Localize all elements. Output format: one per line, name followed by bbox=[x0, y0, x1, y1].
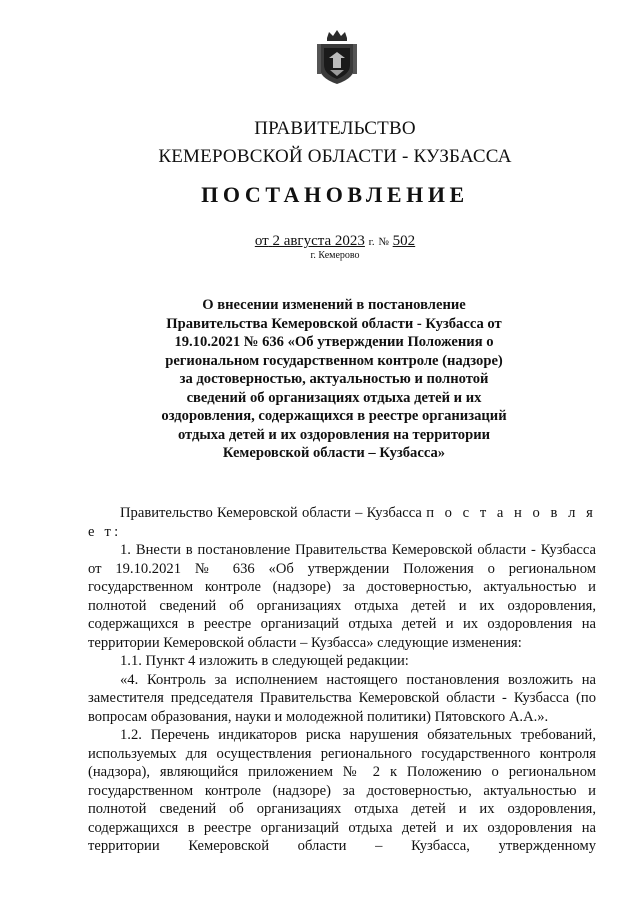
document-number: 502 bbox=[392, 233, 416, 249]
document-body bbox=[88, 504, 596, 856]
document-date: 2 августа 2023 bbox=[272, 233, 365, 249]
heading-line: региональном государственном контроле (надзоре) bbox=[165, 352, 503, 369]
heading-line: 19.10.2021 № 636 «Об утверждении Положения о bbox=[174, 334, 494, 350]
government-line-2: КЕМЕРОВСКОЙ ОБЛАСТИ - КУЗБАССА bbox=[158, 146, 512, 167]
heading-line: отдыха детей и их оздоровления на территории bbox=[177, 426, 491, 443]
heading-line: за достоверностью, актуальностью и полнотой bbox=[179, 371, 489, 387]
number-sign: № bbox=[378, 236, 389, 248]
intro-decree-word: п о с т а н о в л я е т: bbox=[88, 505, 596, 540]
paragraph-1: 1. Внести в постановление Правительства Кемеровской области - Кузбасса от 19.10.2021 № 636 «Об утверждении Положения о региональном государственном контроле (надзоре) за достоверностью, актуальностью и полнотой сведений об организациях отдыха детей и их оздоровления, содержащихся в реестре организаций отдыха детей и их оздоровления на территории Кемеровской области – Кузбасса» следующие изменения: bbox=[88, 542, 596, 651]
paragraph-1-1: 1.1. Пункт 4 изложить в следующей редакции: bbox=[120, 653, 409, 669]
kuzbass-coat-of-arms-icon bbox=[315, 28, 359, 86]
paragraph-quoted-4: «4. Контроль за исполнением настоящего постановления возложить на заместителя председателя Правительства Кемеровской области - Кузбасса (по вопросам образования, науки и молодежной политики) Пятовского А.А.». bbox=[88, 671, 596, 725]
heading-line: оздоровления, содержащихся в реестре организаций bbox=[161, 408, 507, 424]
year-suffix: г. bbox=[368, 236, 375, 248]
heading-line: О внесении изменений в постановление bbox=[202, 297, 466, 313]
date-number-line bbox=[0, 233, 640, 250]
heading-line: Кемеровской области – Кузбасса» bbox=[222, 445, 446, 461]
heading-line: Правительства Кемеровской области - Кузбасса от bbox=[166, 315, 502, 332]
date-prefix: от bbox=[254, 233, 269, 249]
government-line-1: ПРАВИТЕЛЬСТВО bbox=[254, 118, 416, 139]
intro-text: Правительство Кемеровской области – Кузбасса bbox=[120, 505, 422, 521]
document-type-title: ПОСТАНОВЛЕНИЕ bbox=[201, 182, 469, 207]
intro-paragraph bbox=[88, 504, 596, 541]
heading-line: сведений об организациях отдыха детей и их bbox=[186, 389, 482, 406]
paragraph-1-2: 1.2. Перечень индикаторов риска нарушения обязательных требований, используемых для осуществления регионального государственного контроля (надзора), являющийся приложением № 2 к Положению о региональном государственном контроле (надзоре) за достоверностью, актуальностью и полнотой сведений об организациях отдыха детей и их оздоровления, содержащихся в реестре организаций отдыха детей и их оздоровления на территории Кемеровской области – Кузбасса, утвержденному bbox=[88, 727, 596, 854]
document-heading bbox=[152, 296, 516, 463]
city-label: г. Кемерово bbox=[310, 250, 360, 261]
